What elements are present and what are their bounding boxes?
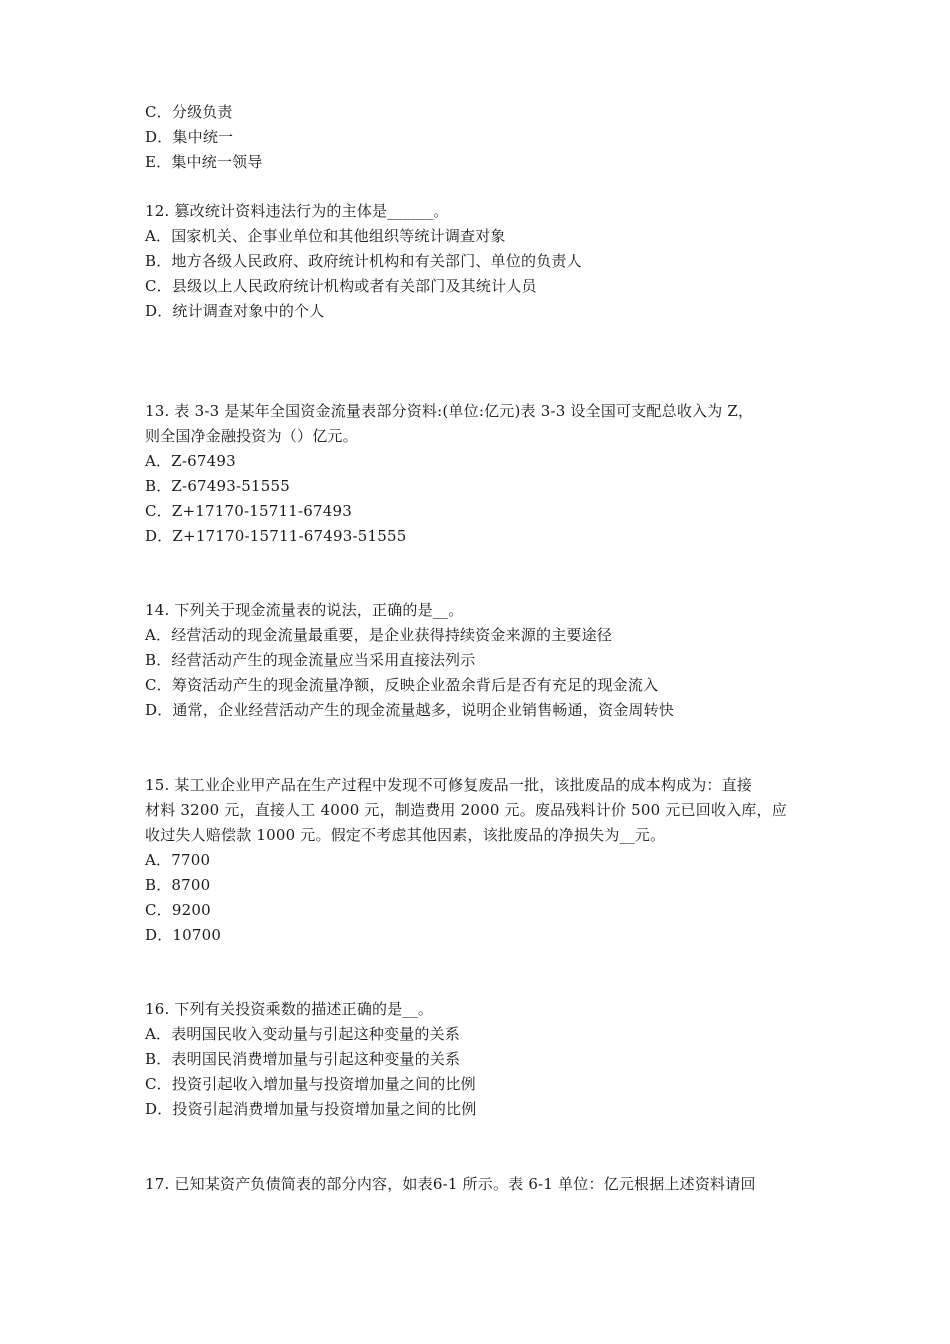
question-stem: 13. 表 3-3 是某年全国资金流量表部分资料:(单位:亿元)表 3-3 设全国可支配总收入为 Z， [145,402,754,420]
option-text: D．10700 [145,926,222,944]
option-text: D．统计调查对象中的个人 [145,302,325,320]
option-text: A．国家机关、企事业单位和其他组织等统计调查对象 [145,227,506,245]
question-stem: 16. 下列有关投资乘数的描述正确的是__。 [145,1000,434,1018]
option-text: C．筹资活动产生的现金流量净额，反映企业盈余背后是否有充足的现金流入 [145,676,659,694]
option-text: C．县级以上人民政府统计机构或者有关部门及其统计人员 [145,277,537,295]
option-text: D．通常，企业经营活动产生的现金流量越多，说明企业销售畅通，资金周转快 [145,701,675,719]
question-stem: 15. 某工业企业甲产品在生产过程中发现不可修复废品一批，该批废品的成本构成为：直接 [145,776,753,794]
question-stem: 17. 已知某资产负债简表的部分内容，如表6-1 所示。表 6-1 单位：亿元根据上述资料请回 [145,1175,756,1193]
option-text: C．分级负责 [145,103,233,121]
option-text: A．7700 [145,851,211,869]
option-text: B．表明国民消费增加量与引起这种变量的关系 [145,1050,461,1068]
option-text: C．Z+17170-15711-67493 [145,502,352,520]
option-text: E．集中统一领导 [145,153,263,171]
question-stem: 收过失人赔偿款 1000 元。假定不考虑其他因素，该批废品的净损失为__元。 [145,826,666,844]
option-text: B．Z-67493-51555 [145,477,291,495]
option-text: C．投资引起收入增加量与投资增加量之间的比例 [145,1075,476,1093]
question-stem: 12. 篡改统计资料违法行为的主体是______。 [145,202,449,220]
question-stem: 14. 下列关于现金流量表的说法，正确的是__。 [145,601,464,619]
option-text: B．地方各级人民政府、政府统计机构和有关部门、单位的负责人 [145,252,582,270]
question-stem: 材料 3200 元，直接人工 4000 元，制造费用 2000 元。废品残料计价 500 元已回收入库，应 [145,801,787,819]
option-text: B．8700 [145,876,211,894]
option-text: D．集中统一 [145,128,234,146]
option-text: D．Z+17170-15711-67493-51555 [145,527,407,545]
option-text: D．投资引起消费增加量与投资增加量之间的比例 [145,1100,477,1118]
option-text: A．经营活动的现金流量最重要，是企业获得持续资金来源的主要途径 [145,626,613,644]
question-stem: 则全国净金融投资为（）亿元。 [145,427,358,445]
option-text: B．经营活动产生的现金流量应当采用直接法列示 [145,651,476,669]
option-text: A．Z-67493 [145,452,236,470]
option-text: A．表明国民收入变动量与引起这种变量的关系 [145,1025,461,1043]
option-text: C．9200 [145,901,211,919]
